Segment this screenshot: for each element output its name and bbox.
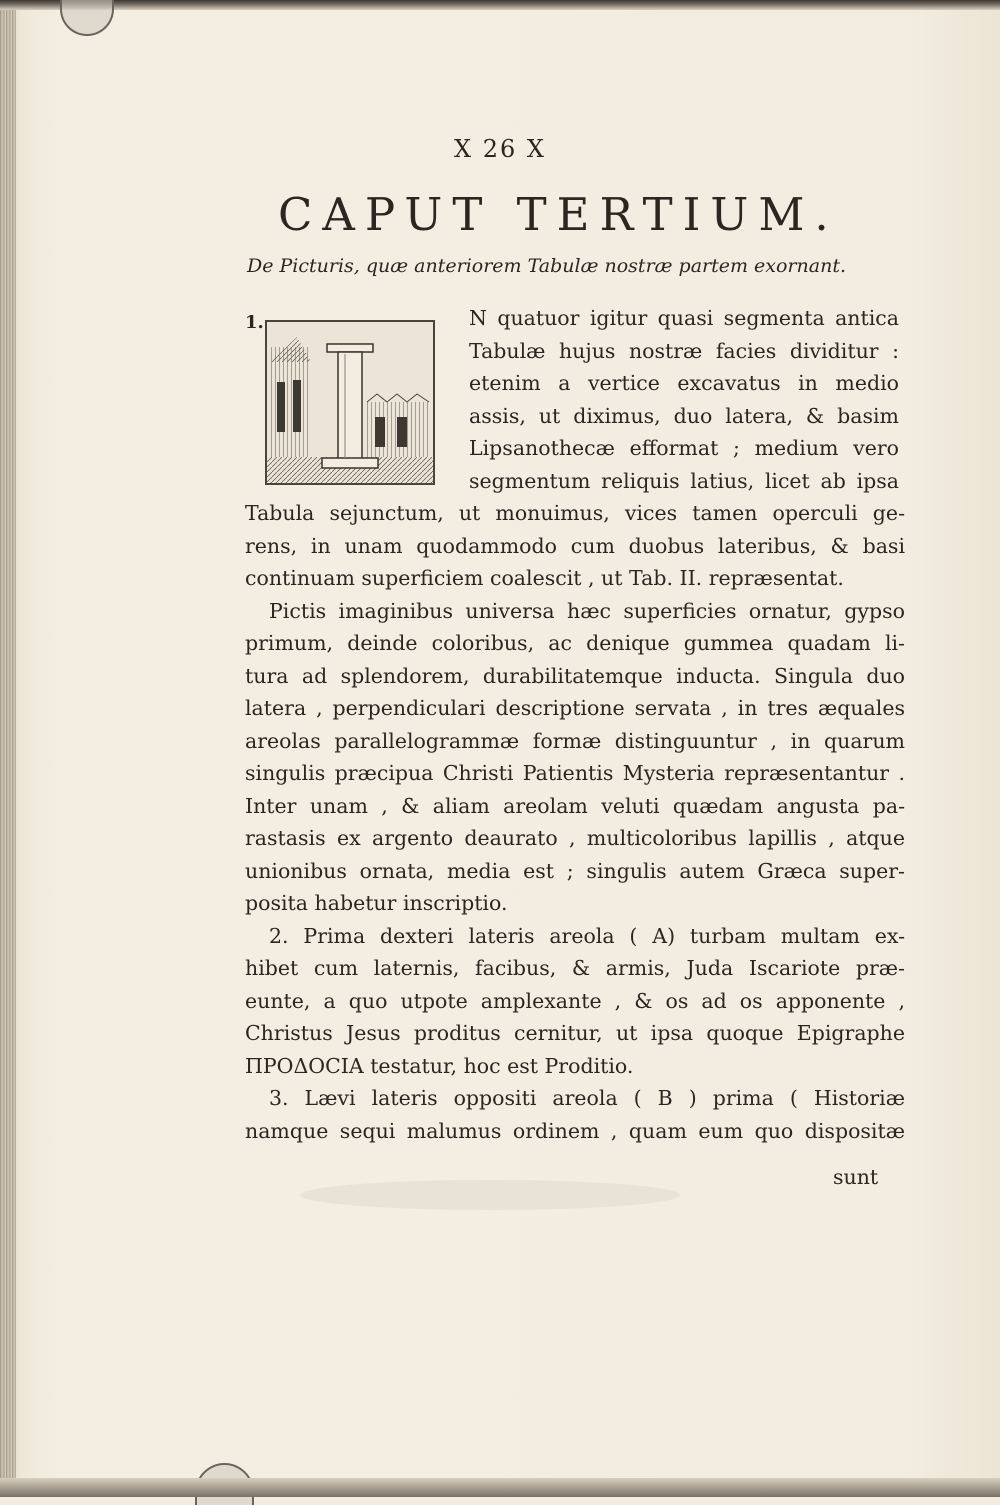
text-line: tura ad splendorem, durabilitatemque inducta. Singula duo	[245, 663, 905, 688]
text-line: segmentum reliquis latius, licet ab ipsa	[469, 468, 899, 493]
text-line: etenim a vertice excavatus in medio	[469, 371, 899, 395]
book-binding	[0, 0, 16, 1497]
text-line: unionibus ornata, media est ; singulis autem Græca super-	[245, 858, 905, 883]
text-line: Lipsanothecæ efformat ; medium vero	[469, 436, 899, 460]
text-line: rastasis ex argento deaurato , multicoloribus lapillis , atque	[245, 826, 905, 850]
text-line: singulis præcipua Christi Patientis Mysteria repræsentantur .	[245, 761, 905, 785]
text-line: assis, ut diximus, duo latera, & basim	[469, 403, 899, 428]
text-line: Inter unam , & aliam areolam veluti quædam angusta pa-	[245, 793, 905, 818]
page-bottom-edge	[0, 1478, 1000, 1497]
chapter-subtitle: De Picturis, quæ anteriorem Tabulæ nostræ partem exornant.	[247, 255, 847, 277]
page-clip-top	[60, 0, 114, 36]
page-stain	[300, 1180, 680, 1210]
text-line: continuam superficiem coalescit , ut Tab. II. repræsentat.	[245, 566, 844, 590]
text-line: posita habetur inscriptio.	[245, 891, 508, 915]
text-line: hibet cum laternis, facibus, & armis, Juda Iscariote præ-	[245, 956, 905, 980]
text-line: 2. Prima dexteri lateris areola ( A) turbam multam ex-	[269, 923, 905, 948]
decorated-initial	[265, 320, 435, 485]
text-line: 3. Lævi lateris oppositi areola ( B ) prima ( Historiæ	[269, 1086, 905, 1110]
text-line: eunte, a quo utpote amplexante , & os ad os apponente ,	[245, 988, 905, 1013]
text-line: N quatuor igitur quasi segmenta antica	[469, 306, 899, 330]
section-number: 1.	[245, 312, 264, 333]
text-line: Tabula sejunctum, ut monuimus, vices tamen operculi ge-	[245, 501, 905, 525]
body-text	[245, 497, 905, 1147]
section-1-wrapped-text	[469, 302, 899, 497]
catchword: sunt	[833, 1165, 879, 1189]
text-line: Pictis imaginibus universa hæc superficies ornatur, gypso	[269, 598, 905, 623]
engraved-scene-icon	[267, 322, 433, 483]
text-line: Christus Jesus proditus cernitur, ut ipsa quoque Epigraphe	[245, 1021, 905, 1045]
page-number: X 26 X	[454, 135, 546, 163]
text-line: primum, deinde coloribus, ac denique gummea quadam li-	[245, 631, 905, 655]
text-line: namque sequi malumus ordinem , quam eum quo dispositæ	[245, 1118, 905, 1143]
chapter-title: CAPUT TERTIUM.	[278, 188, 839, 241]
text-line: rens, in unam quodammodo cum duobus lateribus, & basi	[245, 533, 905, 558]
text-line: Tabulæ hujus nostræ facies dividitur :	[469, 338, 899, 363]
text-line: latera , perpendiculari descriptione servata , in tres æquales	[245, 696, 905, 720]
text-line: areolas parallelogrammæ formæ distinguuntur , in quarum	[245, 728, 905, 753]
text-line: ΠΡΟΔΟϹΙΑ testatur, hoc est Proditio.	[245, 1053, 634, 1078]
page-top-edge	[0, 0, 1000, 10]
